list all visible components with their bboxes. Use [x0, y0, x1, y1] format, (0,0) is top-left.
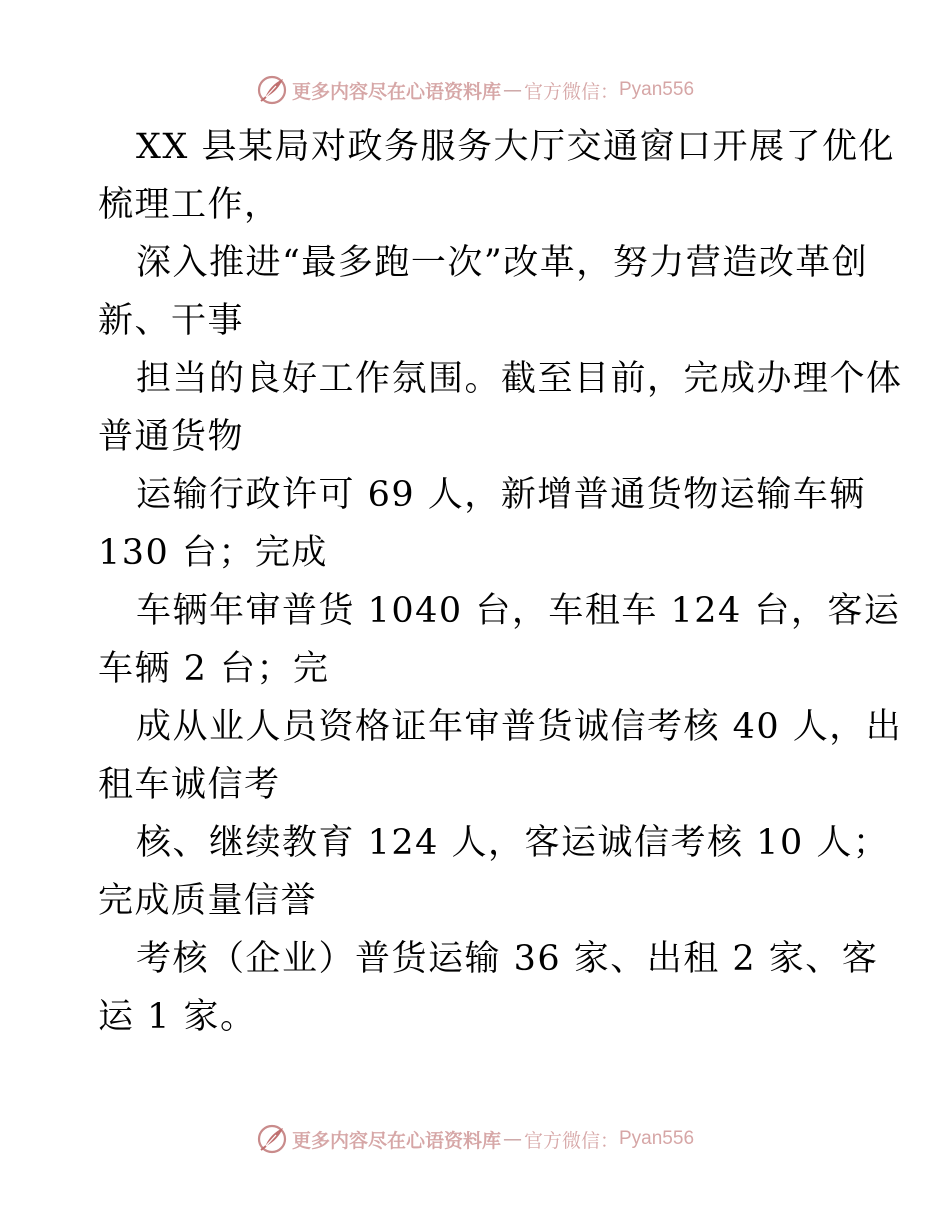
feather-quill-icon: [256, 1123, 288, 1155]
watermark-wechat-label: 官方微信：: [523, 1129, 619, 1152]
body-line: 车辆年审普货 1040 台，车租车 124 台，客运: [136, 591, 901, 631]
watermark-dash: —: [502, 79, 522, 101]
body-line: 运 1 家。: [98, 997, 257, 1037]
watermark-content: [256, 1123, 694, 1155]
body-line: 成从业人员资格证年审普货诚信考核 40 人，出: [136, 707, 903, 747]
watermark-site-text: 更多内容尽在心语资料库: [291, 1129, 501, 1152]
body-line: 核、继续教育 124 人，客运诚信考核 10 人；: [136, 823, 890, 863]
document-body: [98, 118, 903, 1046]
watermark-wechat-id: Pyan556: [619, 79, 695, 100]
footer-watermark: [0, 1121, 950, 1157]
body-line: 130 台；完成: [98, 533, 328, 573]
feather-quill-icon: [256, 74, 288, 106]
body-line: 普通货物: [98, 417, 245, 457]
watermark-site-text: 更多内容尽在心语资料库: [291, 80, 501, 103]
body-line: 深入推进“最多跑一次”改革，努力营造改革创: [136, 243, 869, 283]
body-line: 担当的良好工作氛围。截至目前，完成办理个体: [136, 359, 903, 399]
watermark-content: [256, 74, 694, 106]
watermark-wechat-label: 官方微信：: [523, 80, 619, 103]
body-line: 车辆 2 台；完: [98, 649, 330, 689]
body-line: 考核（企业）普货运输 36 家、出租 2 家、客: [136, 939, 879, 979]
body-line: 梳理工作，: [98, 185, 281, 225]
watermark-dash: —: [502, 1128, 522, 1150]
body-line: 租车诚信考: [98, 765, 281, 805]
watermark-wechat-id: Pyan556: [619, 1128, 695, 1149]
body-line: 运输行政许可 69 人，新增普通货物运输车辆: [136, 475, 866, 515]
body-line: 完成质量信誉: [98, 881, 318, 921]
body-line: 新、干事: [98, 301, 245, 341]
header-watermark: [0, 72, 950, 108]
body-line: XX 县某局对政务服务大厅交通窗口开展了优化: [136, 127, 895, 167]
